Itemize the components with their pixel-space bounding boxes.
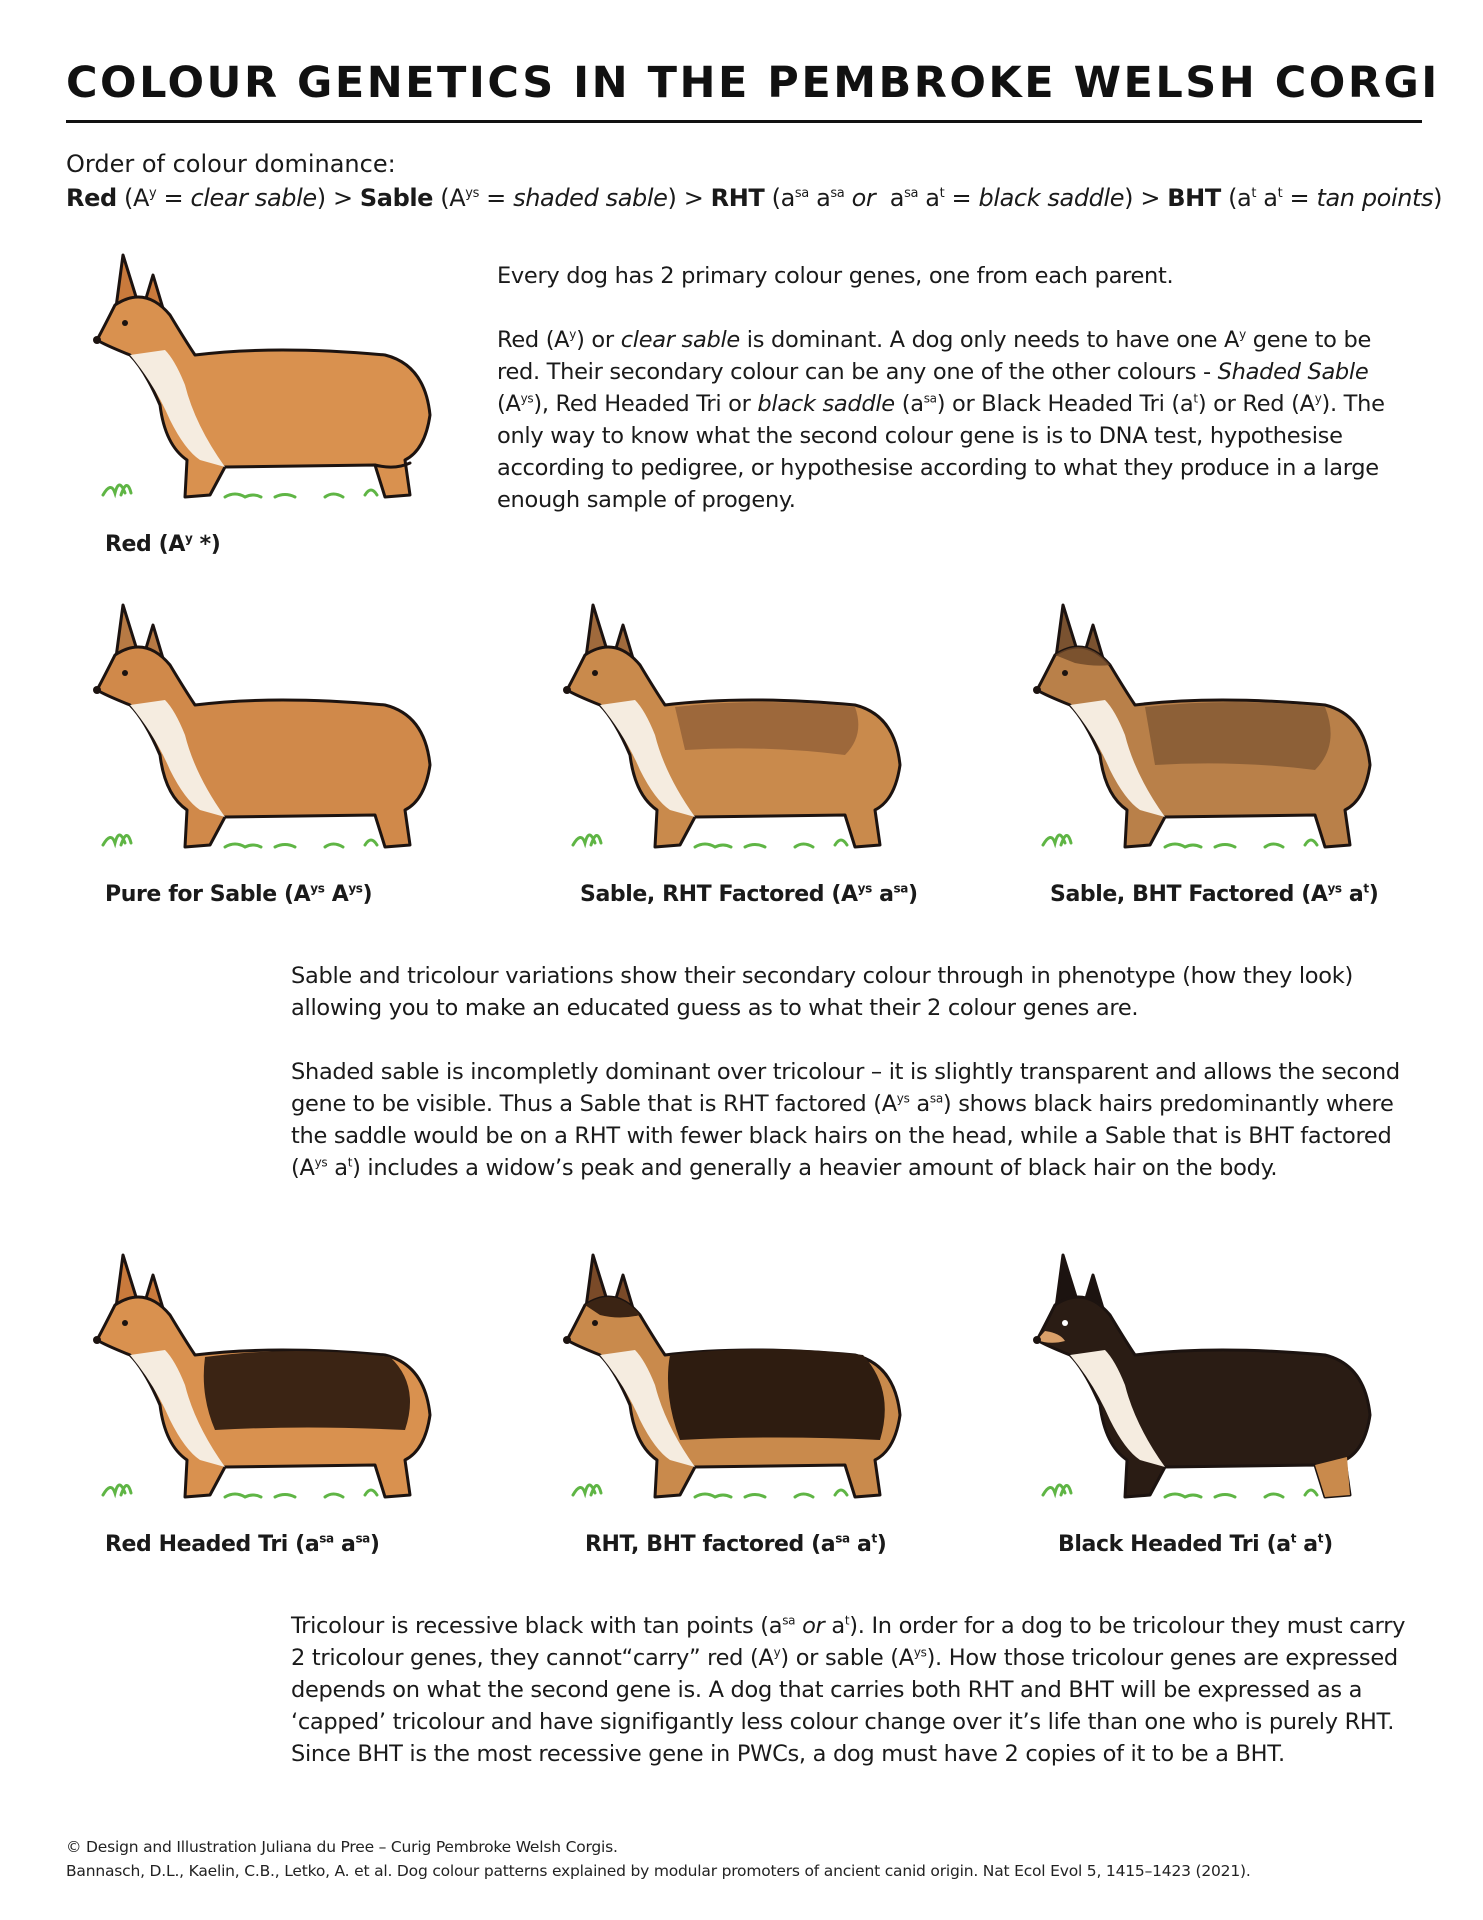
dom-bht: BHT [1167, 184, 1221, 212]
dom-sable: Sable [359, 184, 434, 212]
intro-text [497, 260, 1407, 516]
page-title: COLOUR GENETICS IN THE PEMBROKE WELSH CORGI [66, 58, 1440, 108]
dog-red-illustration [75, 245, 455, 515]
sable-p2: Shaded sable is incompletly dominant over tricolour – it is slightly transparent and allows the second gene to be visible. Thus a Sable that is RHT factored ($A^{ys}$ $a^{sa}$) shows black hairs predominantly where the saddle would be on a RHT with fewer black hairs on the head, while a Sable that is BHT factored ($A^{ys}$ $a^t$) includes a widow’s peak and generally a heavier amount of black hair on the body. [291, 1059, 1400, 1181]
dom-sable-desc: shaded sable [513, 184, 668, 212]
caption-bht: Black Headed Tri ($a^t$ $a^t$) [1058, 1531, 1333, 1557]
dom-rht-desc: black saddle [978, 184, 1125, 212]
caption-pure-sable: Pure for Sable ($A^{ys}$ $A^{ys}$) [105, 881, 373, 907]
dominance-label: Order of colour dominance: [66, 150, 396, 178]
dog-rht-illustration [75, 1245, 455, 1515]
intro-p2: Red $(A^y)$ or clear sable is dominant. A dog only needs to have one $A^y$ gene to be red. Their secondary colour can be any one of the other colours - Shaded Sable $(A^{ys})$, Red Headed Tri or black saddle $(a^{sa})$ or Black Headed Tri $(a^t)$ or Red $(A^y)$. The only way to know what the second colour gene is is to DNA test, hypothesise according to pedigree, or hypothesise according to what they produce in a large enough sample of progeny. [497, 327, 1385, 513]
dominance-order: Red ($A^y$ = clear sable) > Sable ($A^{ys}$ = shaded sable) > RHT ($a^{sa}$ $a^{sa}$ or $a^{sa}$ $a^t$ = black saddle) > BHT ($a^t$ $a^t = \tan$ points) [66, 184, 1443, 212]
caption-sable-bht: Sable, BHT Factored ($A^{ys}$ $a^t$) [1050, 881, 1379, 907]
dom-rht: RHT [710, 184, 765, 212]
footer-credit: © Design and Illustration Juliana du Pree – Curig Pembroke Welsh Corgis. [66, 1838, 618, 1856]
caption-sable-rht: Sable, RHT Factored ($A^{ys}$ $a^{sa}$) [580, 881, 918, 907]
dog-sable-rht-illustration [545, 595, 925, 865]
dog-bht-illustration [1015, 1245, 1395, 1515]
dog-pure-sable-illustration [75, 595, 455, 865]
footer-citation: Bannasch, D.L., Kaelin, C.B., Letko, A. et al. Dog colour patterns explained by modular promoters of ancient canid origin. Nat Ecol Evol 5, 1415–1423 (2021). [66, 1862, 1251, 1880]
dom-red-desc: clear sable [190, 184, 317, 212]
sable-p1: Sable and tricolour variations show their secondary colour through in phenotype (how they look) allowing you to make an educated guess as to what their 2 colour genes are. [291, 963, 1353, 1021]
dom-red: Red [66, 184, 117, 212]
sable-text [291, 960, 1421, 1184]
tri-text: Tricolour is recessive black with tan points ($a^{sa}$ or $a^t$). In order for a dog to be tricolour they must carry 2 tricolour genes, they cannot“carry” red $(A^y)$ or sable $(A^{ys})$. How those tricolour genes are expressed depends on what the second gene is. A dog that carries both RHT and BHT will be expressed as a ‘capped’ tricolour and have signifigantly less colour change over it’s life than one who is purely RHT. Since BHT is the most recessive gene in PWCs, a dog must have 2 copies of it to be a BHT. [291, 1613, 1406, 1767]
title-rule [66, 120, 1422, 123]
caption-rht-bht: RHT, BHT factored ($a^{sa}$ $a^t$) [585, 1531, 887, 1557]
caption-rht: Red Headed Tri ($a^{sa}$ $a^{sa}$) [105, 1531, 380, 1557]
caption-red: Red ($A^y$ *) [105, 531, 221, 557]
dog-sable-bht-illustration [1015, 595, 1395, 865]
intro-p1: Every dog has 2 primary colour genes, one from each parent. [497, 263, 1174, 289]
dog-rht-bht-illustration [545, 1245, 925, 1515]
dom-bht-desc: tan points [1316, 184, 1434, 212]
